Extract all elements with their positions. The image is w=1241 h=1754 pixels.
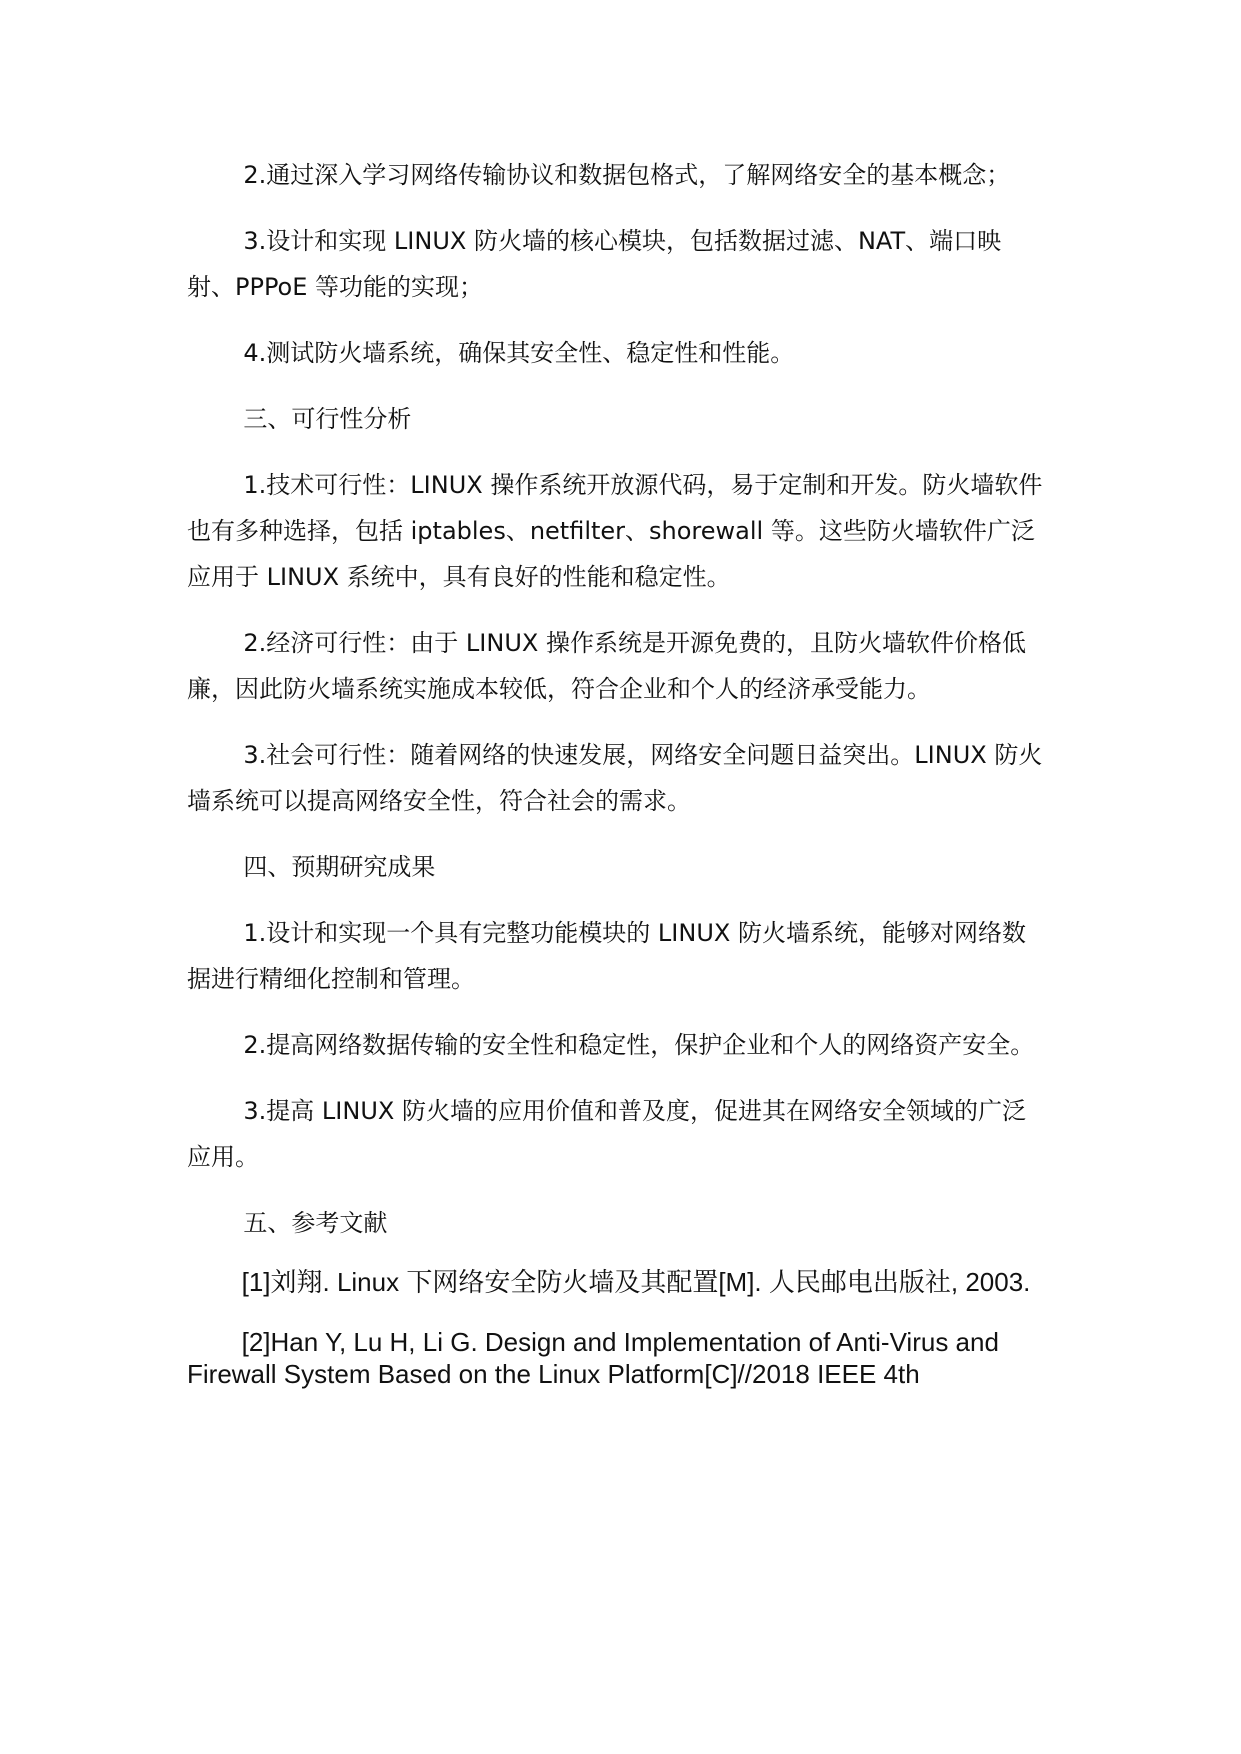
paragraph-goal-2: 2.通过深入学习网络传输协议和数据包格式，了解网络安全的基本概念； <box>243 161 1011 189</box>
reference-2: [2]Han Y, Lu H, Li G. Design and Implementation of Anti-Virus and Firewall System Based on the Linux Platform[C]//2018 IEEE 4th <box>187 1327 999 1389</box>
document-body <box>187 152 1047 1418</box>
paragraph-social-feasibility: 3.社会可行性：随着网络的快速发展，网络安全问题日益突出。LINUX 防火墙系统可以提高网络安全性，符合社会的需求。 <box>187 741 1043 815</box>
paragraph-result-1: 1.设计和实现一个具有完整功能模块的 LINUX 防火墙系统，能够对网络数据进行精细化控制和管理。 <box>187 919 1026 993</box>
reference-1: [1]刘翔. Linux 下网络安全防火墙及其配置[M]. 人民邮电出版社, 2003. <box>241 1267 1031 1297</box>
section-heading-references: 五、参考文献 <box>243 1209 388 1237</box>
paragraph-goal-3: 3.设计和实现 LINUX 防火墙的核心模块，包括数据过滤、NAT、端口映射、PPPoE 等功能的实现； <box>187 227 1002 301</box>
paragraph-goal-4: 4.测试防火墙系统，确保其安全性、稳定性和性能。 <box>243 339 795 367</box>
section-heading-expected-results: 四、预期研究成果 <box>243 853 436 881</box>
paragraph-result-2: 2.提高网络数据传输的安全性和稳定性，保护企业和个人的网络资产安全。 <box>243 1031 1035 1059</box>
paragraph-technical-feasibility: 1.技术可行性：LINUX 操作系统开放源代码，易于定制和开发。防火墙软件也有多种选择，包括 iptables、netfilter、shorewall 等。这些防火墙软件广泛应用于 LINUX 系统中，具有良好的性能和稳定性。 <box>187 471 1043 591</box>
paragraph-economic-feasibility: 2.经济可行性：由于 LINUX 操作系统是开源免费的，且防火墙软件价格低廉，因此防火墙系统实施成本较低，符合企业和个人的经济承受能力。 <box>187 629 1026 703</box>
section-heading-feasibility: 三、可行性分析 <box>243 405 412 433</box>
paragraph-result-3: 3.提高 LINUX 防火墙的应用价值和普及度，促进其在网络安全领域的广泛应用。 <box>187 1097 1026 1171</box>
